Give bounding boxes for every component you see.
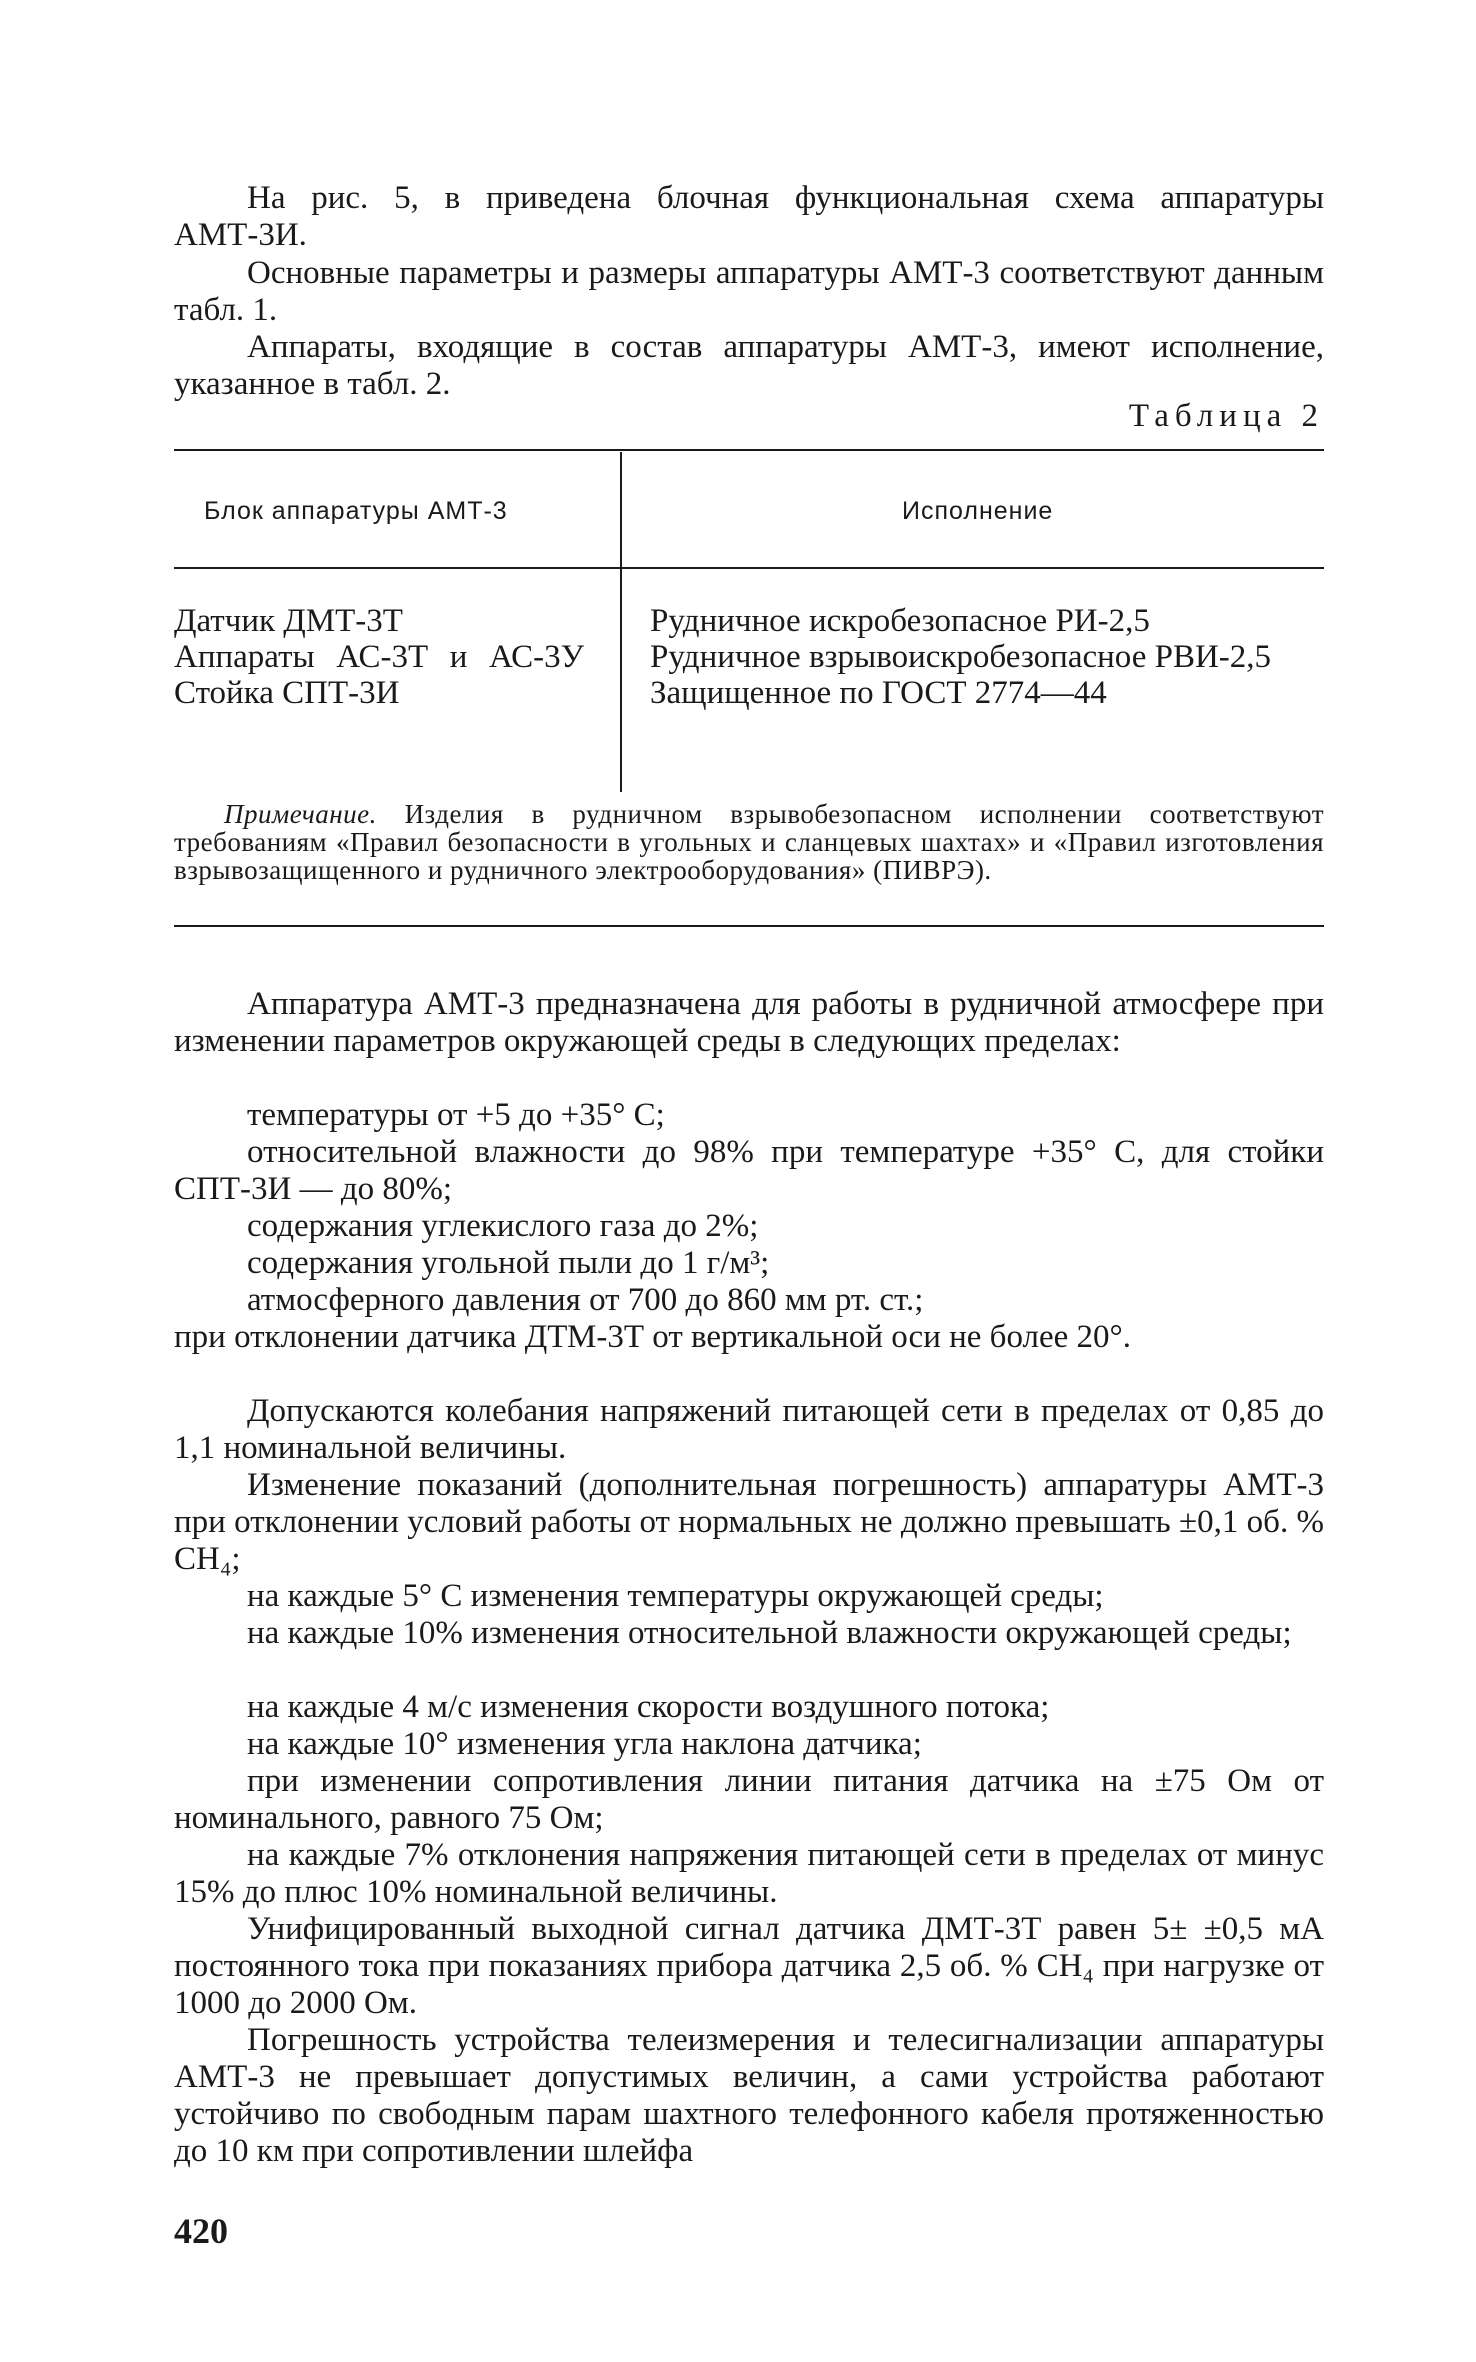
list-item-error-resistance: при изменении сопротивления линии питания датчика на ±75 Ом от номинального, равного 75 Ом;: [174, 1763, 1324, 1836]
table-cell-execution-2: Рудничное взрывоискробезопасное РВИ-2,5: [650, 639, 1272, 675]
paragraph-voltage: Допускаются колебания напряжений питающей сети в пределах от 0,85 до 1,1 номинальной величины.: [174, 1393, 1324, 1466]
table-column-block: [174, 603, 584, 711]
list-item-pressure: атмосферного давления от 700 до 860 мм рт. ст.;: [247, 1282, 924, 1318]
table-note-text: Изделия в рудничном взрывобезопасном исполнении соответствуют требованиям «Правил безопасности в угольных и сланцевых шахтах» и «Правил изготовления взрывозащищенного и рудничного электрооборудования» (ПИВРЭ).: [174, 799, 1325, 885]
table-header-block: Блок аппаратуры АМТ-3: [204, 497, 508, 525]
list-item-humidity: относительной влажности до 98% при температуре +35° С, для стойки СПТ-3И — до 80%;: [174, 1134, 1324, 1207]
table-caption: Таблица 2: [1128, 398, 1324, 434]
table-cell-execution-3: Защищенное по ГОСТ 2774—44: [650, 675, 1107, 711]
table-cell-execution-1: Рудничное искробезопасное РИ-2,5: [650, 603, 1150, 639]
list-item-error-supply: на каждые 7% отклонения напряжения питающей сети в пределах от минус 15% до плюс 10% номинальной величины.: [174, 1837, 1324, 1910]
table-cell-block-1: Датчик ДМТ-3Т: [174, 603, 403, 639]
table-cell-block-2: Аппараты АС-3Т и АС-3У: [174, 639, 584, 675]
paragraph-output-signal: Унифицированный выходной сигнал датчика ДМТ-3Т равен 5± ±0,5 мА постоянного тока при показаниях прибора датчика 2,5 об. % CH₄ при нагрузке от 1000 до 2000 Ом.: [174, 1911, 1324, 2021]
paragraph-intro-3: Аппараты, входящие в состав аппаратуры АМТ-3, имеют исполнение, указанное в табл. 2.: [174, 329, 1324, 402]
table-cell-block-3: Стойка СПТ-3И: [174, 675, 400, 711]
table-header-rule: [174, 567, 1324, 569]
paragraph-telemetry: Погрешность устройства телеизмерения и телесигнализации аппаратуры АМТ-3 не превышает допустимых величин, а сами устройства работают устойчиво по свободным парам шахтного телефонного кабеля протяженностью до 10 км при сопротивлении шлейфа: [174, 2022, 1324, 2169]
list-item-tilt: при отклонении датчика ДТМ-3Т от вертикальной оси не более 20°.: [174, 1319, 1131, 1355]
list-item-error-humidity: на каждые 10% изменения относительной влажности окружающей среды;: [247, 1615, 1292, 1651]
list-item-co2: содержания углекислого газа до 2%;: [247, 1208, 759, 1244]
paragraph-purpose: Аппаратура АМТ-3 предназначена для работы в рудничной атмосфере при изменении параметров окружающей среды в следующих пределах:: [174, 986, 1324, 1059]
list-item-error-temperature: на каждые 5° С изменения температуры окружающей среды;: [247, 1578, 1104, 1614]
paragraph-intro-2: Основные параметры и размеры аппаратуры АМТ-3 соответствуют данным табл. 1.: [174, 255, 1324, 328]
list-item-temperature: температуры от +5 до +35° С;: [247, 1097, 665, 1133]
table-top-rule: [174, 449, 1324, 451]
list-item-error-tilt: на каждые 10° изменения угла наклона датчика;: [247, 1726, 922, 1762]
table-bottom-rule: [174, 925, 1324, 927]
table-note-label: Примечание.: [224, 799, 377, 829]
page-number: 420: [174, 2211, 228, 2251]
list-item-error-airflow: на каждые 4 м/с изменения скорости воздушного потока;: [247, 1689, 1050, 1725]
paragraph-error: Изменение показаний (дополнительная погрешность) аппаратуры АМТ-3 при отклонении условий работы от нормальных не должно превышать ±0,1 об. % CH₄;: [174, 1467, 1324, 1577]
table-header-execution: Исполнение: [902, 497, 1054, 525]
paragraph-intro-1: На рис. 5, в приведена блочная функциональная схема аппаратуры АМТ-3И.: [174, 180, 1324, 253]
table-note: [174, 800, 1324, 884]
table-column-divider: [620, 452, 622, 792]
table-column-execution: [650, 603, 1324, 711]
list-item-dust: содержания угольной пыли до 1 г/м³;: [247, 1245, 770, 1281]
